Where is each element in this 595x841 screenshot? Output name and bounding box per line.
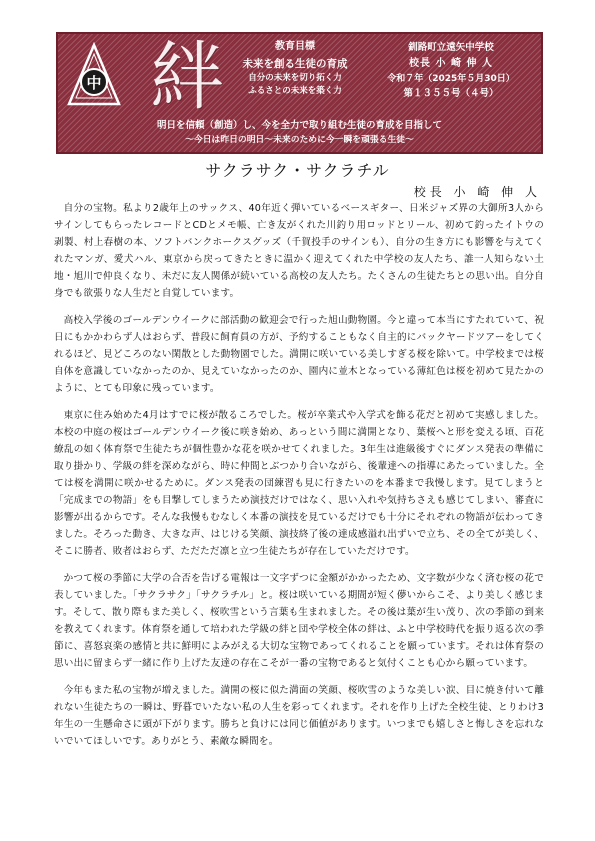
slogan-line-2: 〜今日は昨日の明日〜未来のために今一瞬を頑張る生徒〜 [185, 135, 414, 145]
school-slogan [58, 118, 541, 147]
newsletter-title: 絆 [150, 34, 224, 120]
article-paragraph: 東京に住み始めた4月はすでに桜が散るころでした。桜が卒業式や入学式を飾る花だと初めて実感しました。本校の中庭の桜はゴールデンウイーク後に咲き始め、あっという間に満開となり、葉桜へと形を変える頃、百花繚乱の如く体育祭で生徒たちが個性豊かな花を咲かせてくれました。3年生は進級後すぐにダンス発表の準備に取り掛かり、学級の絆を深めながら、時に仲間とぶつかり合いながら、後輩達への指導にあたっていました。全ては桜を満開に咲かせるために。ダンス発表の団練習も見に行きたいのを本番まで我慢します。見てしまうと「完成までの物語」をも目撃してしまうため演技だけではなく、思い入れや気持ちさえも感じてしまい、審査に影響が出るからです。そんな我慢もむなしく本番の演技を見ているだけでも十分にそれぞれの物語が伝わってきました。そろった動き、大きな声、はじける笑顔、演技終了後の達成感溢れ出ずいで立ち、その全てが美しく、そこに勝者、敗者はおらず、ただただ凛と立つ生徒たちが存在していただけです。 [54, 410, 544, 557]
school-emblem-icon [66, 42, 122, 108]
education-goals [230, 40, 360, 98]
school-name: 釧路町立遠矢中学校 [408, 42, 494, 53]
slogan-line-1: 明日を信頼（創造）し、今を全力で取り組む生徒の育成を目指して [156, 120, 442, 131]
issue-date: 令和７年（2025年５月30日） [387, 74, 515, 84]
article-body [54, 200, 544, 760]
article-paragraph: 高校入学後のゴールデンウイークに部活動の歓迎会で行った旭山動物園。今と違って本当にすたれていて、祝日にもかかわらず人はおらず、普段に飼育員の方が、予約することもなく自主的にバックヤードツアーをしてくれるほど、見どころのない閑散とした動物園でした。満開に咲いている美しすぎる桜を除いて。中学校までは桜自体を意識していなかったのか、見えていなかったのか、園内に並木となっている薄紅色は桜を初めて見たかのように、とても印象に残っています。 [54, 315, 544, 394]
emblem-char: 中 [86, 74, 102, 92]
goals-sub-1: 自分の未来を切り拓く力 [248, 73, 342, 83]
newsletter-header-banner [56, 32, 543, 154]
issue-number: 第１３５５号（４号） [403, 88, 499, 99]
article-title: サクラサク・サクラチル [205, 161, 390, 180]
goals-sub-2: ふるさとの未来を築く力 [248, 86, 342, 96]
article-paragraph: 今年もまた私の宝物が増えました。満開の桜に似た満面の笑顔、桜吹雪のような美しい涙、目に焼き付いて離れない生徒たちの一瞬は、野暮でいたない私の人生を彩ってくれます。それを作り上げた全校生徒、とりわけ3年生の一生懸命さに頭が下がります。勝ちと負けには同じ価値があります。いつまでも嬉しさと悔しさを忘れないでいてほしいです。ありがとう、素敵な瞬間を。 [54, 685, 544, 747]
article-paragraph: かつて桜の季節に大学の合否を告げる電報は一文字ずつに金額がかかったため、文字数が少なく済む桜の花で表していました。「サクラサク」「サクラチル」と。桜は咲いている期間が短く儚いからこそ、より美しく感じます。そして、散り際もまた美しく、桜吹雪という言葉も生まれました。その後は葉が生い茂り、次の季節の到来を教えてくれます。体育祭を通して培われた学級の絆と団や学校全体の絆は、ふと中学校時代を振り返る次の季節に、喜怒哀楽の感情と共に鮮明によみがえる大切な宝物であってくれることを願っています。それは体育祭の思い出に留まらず一緒に作り上げた友達の存在こそが一番の宝物であると気付くことも心から願っています。 [54, 573, 544, 669]
issue-info [366, 40, 536, 101]
goals-main: 未来を創る生徒の育成 [242, 58, 348, 70]
article-byline: 校長 小 崎 伸 人 [413, 185, 541, 199]
goals-heading: 教育目標 [275, 41, 315, 52]
principal-name: 校長 小 崎 伸 人 [409, 58, 493, 69]
article-paragraph: 自分の宝物。私より2歳年上のサックス、40年近く弾いているベースギター、日米ジャズ界の大御所3人からサインしてもらったレコードとCDとメモ帳、亡き友がくれた川釣り用ロッドとリール、初めて釣ったイトウの剥製、村上春樹の本、ソフトバンクホークスグッズ（千賀投手のサインも）、自分の生き方にも影響を与えてくれたマンガ、愛犬ハル、東京から戻ってきたときに温かく迎えてくれた中学校の友人たち、誰一人知らない土地・旭川で仲良くなり、未だに友人関係が続いている高校の友人たち。たくさんの生徒たちとの思い出。自分自身でも欲張りな人生だと自覚しています。 [54, 203, 544, 299]
